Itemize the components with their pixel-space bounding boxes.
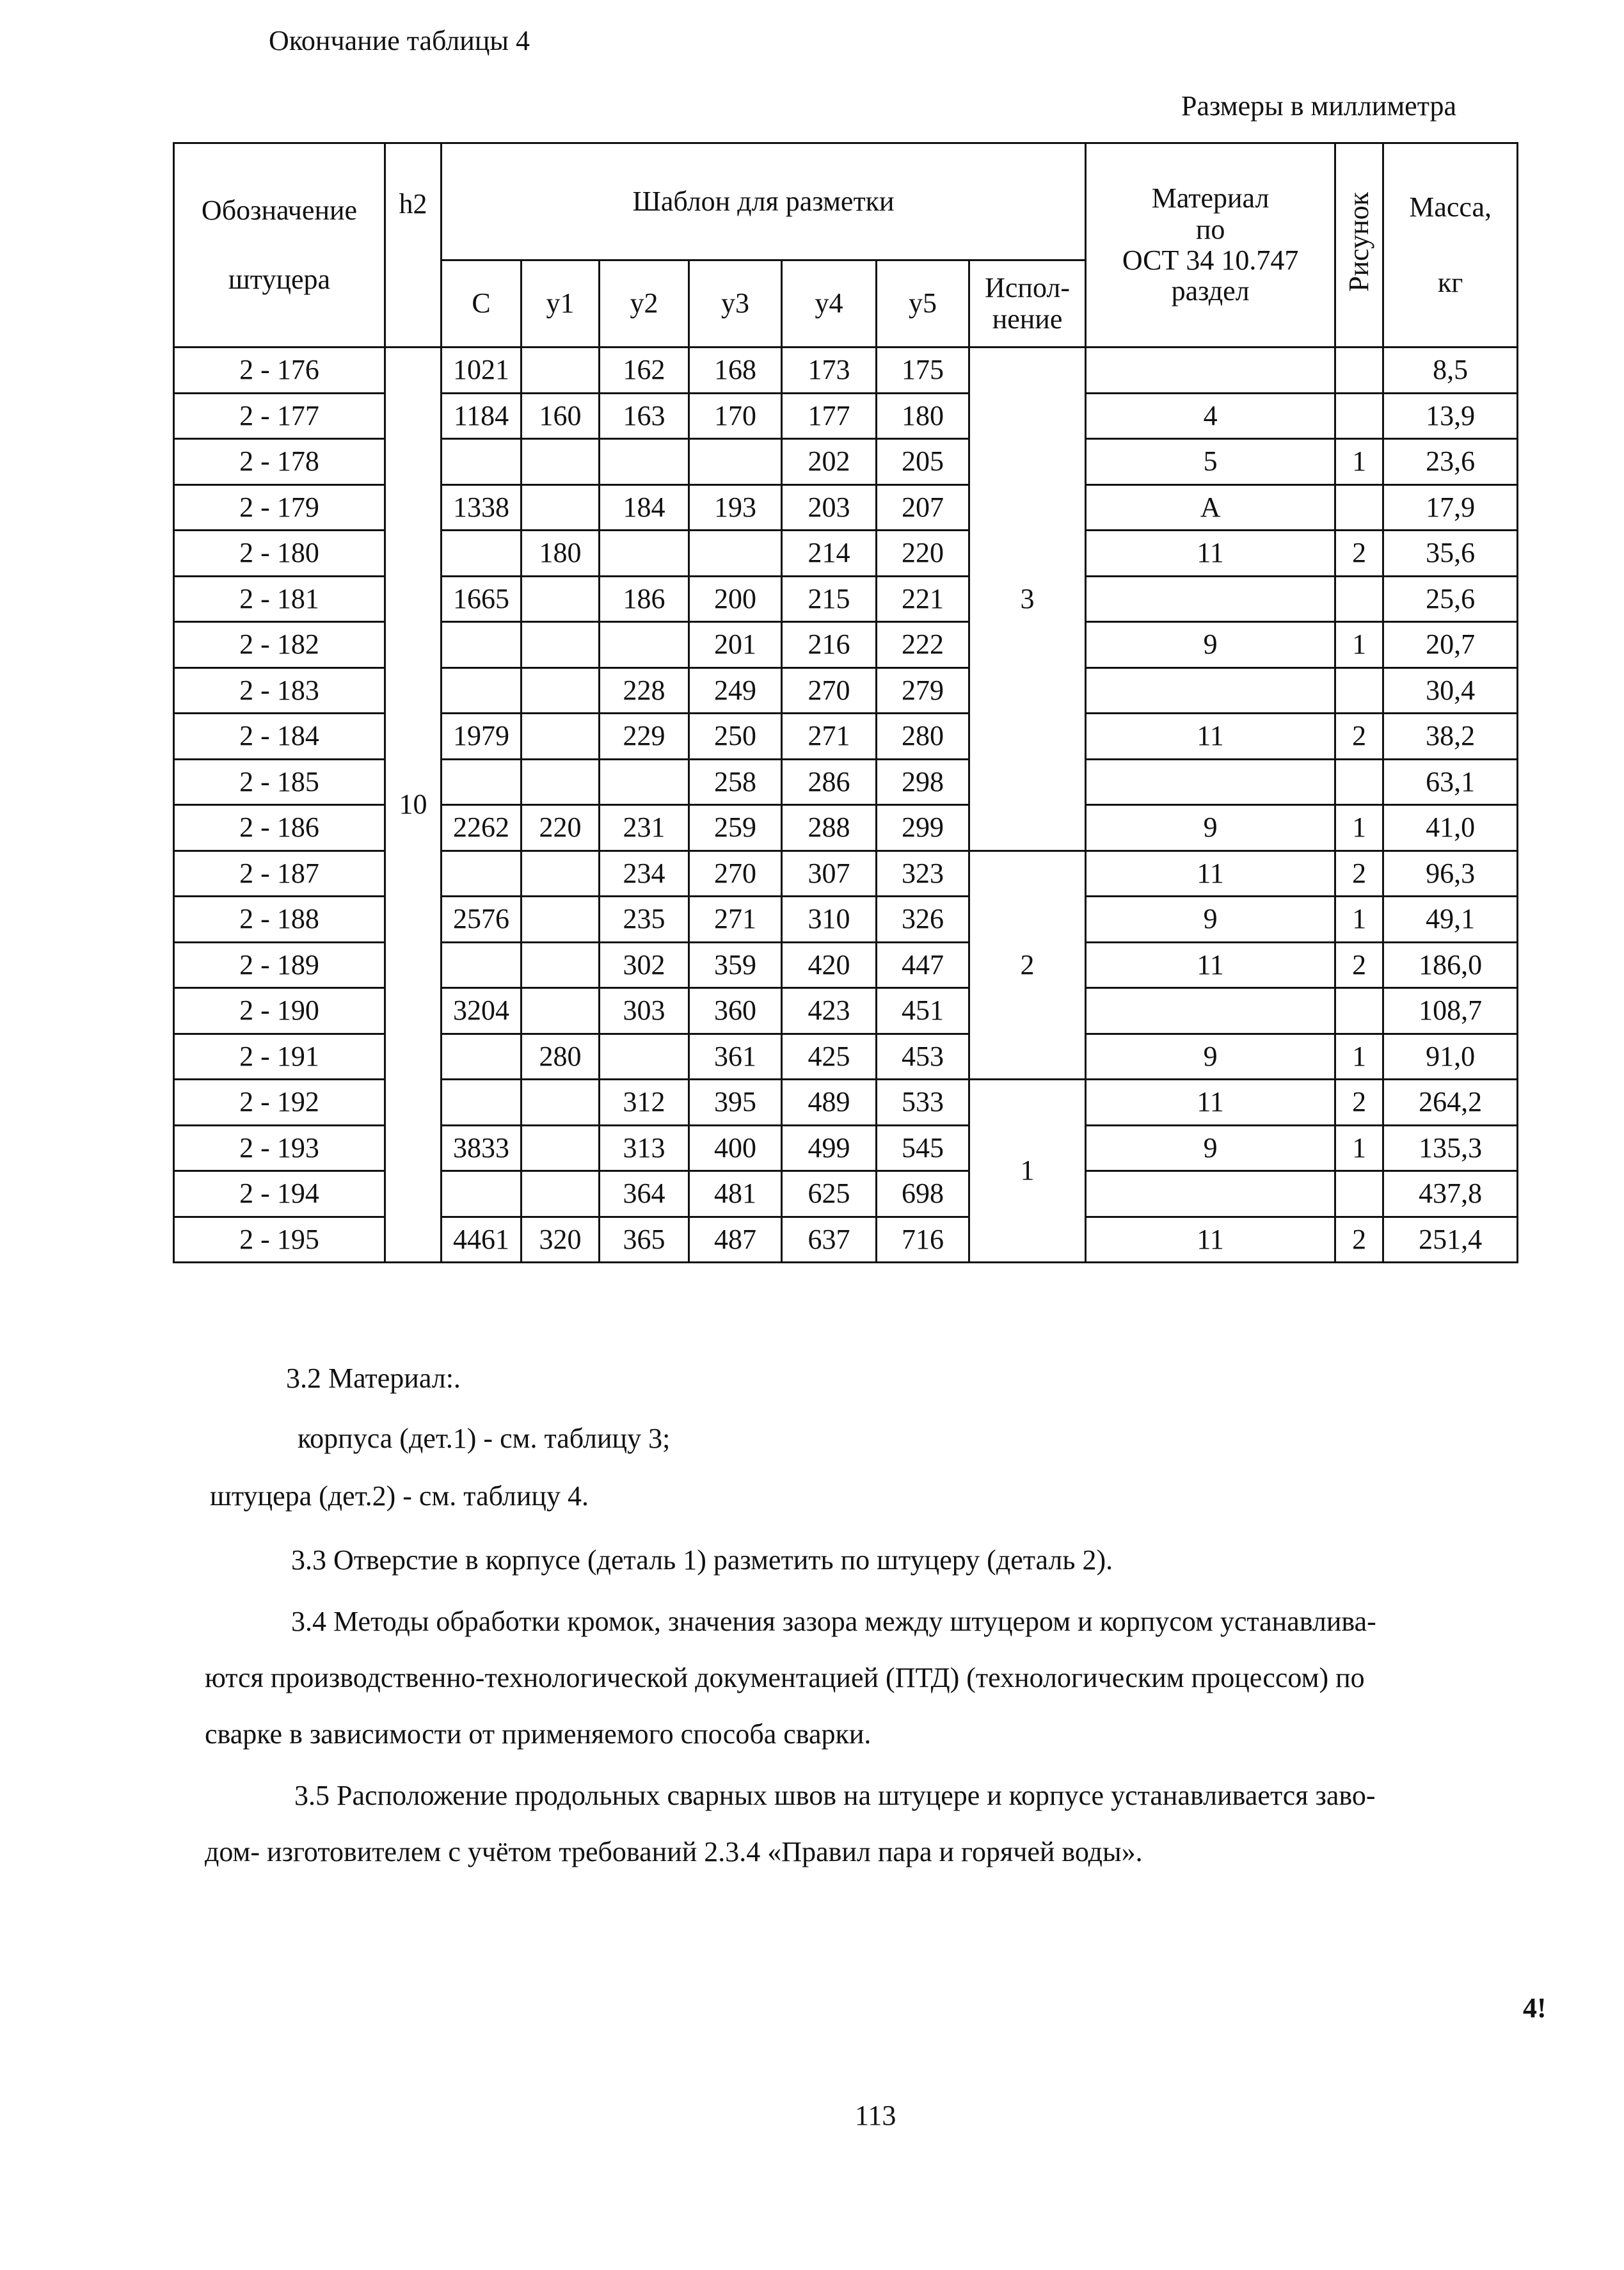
table-row [174, 393, 1518, 439]
cell-y3: 361 [689, 1034, 782, 1080]
cell-y3: 271 [689, 897, 782, 943]
cell-y4: 203 [782, 484, 877, 531]
cell-y4: 499 [782, 1125, 877, 1171]
table-row [174, 1080, 1518, 1126]
cell-designation: 2 - 176 [174, 348, 385, 394]
cell-y3: 259 [689, 805, 782, 851]
cell-y1 [521, 1125, 600, 1171]
cell-y5: 451 [877, 988, 969, 1034]
cell-mass: 63,1 [1383, 759, 1518, 805]
cell-y3: 250 [689, 714, 782, 760]
cell-designation: 2 - 186 [174, 805, 385, 851]
cell-y5: 716 [877, 1217, 969, 1263]
cell-y3: 487 [689, 1217, 782, 1263]
cell-material: 11 [1086, 942, 1335, 988]
table-row [174, 439, 1518, 485]
table-row [174, 714, 1518, 760]
cell-y2: 235 [600, 897, 689, 943]
cell-y1 [521, 988, 600, 1034]
cell-c: 4461 [442, 1217, 521, 1263]
cell-figure: 1 [1335, 622, 1383, 668]
cell-y3: 400 [689, 1125, 782, 1171]
header-y1: y1 [521, 260, 600, 348]
cell-c [442, 1080, 521, 1126]
cell-y1 [521, 439, 600, 485]
cell-y4: 215 [782, 576, 877, 622]
cell-material [1086, 348, 1335, 394]
header-execution-line2: нение [992, 303, 1063, 335]
cell-y5: 299 [877, 805, 969, 851]
cell-execution: 2 [969, 851, 1086, 1080]
cell-y2 [600, 622, 689, 668]
cell-c: 1665 [442, 576, 521, 622]
cell-y4: 173 [782, 348, 877, 394]
cell-figure: 1 [1335, 1034, 1383, 1080]
cell-figure [1335, 576, 1383, 622]
cell-c: 3204 [442, 988, 521, 1034]
para-3-2-body: корпуса (дет.1) - см. таблицу 3; [298, 1423, 671, 1454]
cell-figure [1335, 1171, 1383, 1217]
header-material-line3: ОСТ 34 10.747 [1122, 244, 1299, 276]
cell-y1 [521, 942, 600, 988]
cell-c [442, 667, 521, 714]
para-3-2: 3.2 Материал:. [286, 1363, 461, 1394]
header-material [1086, 143, 1335, 348]
cell-y2 [600, 759, 689, 805]
cell-figure [1335, 348, 1383, 394]
header-designation-line2: штуцера [228, 264, 331, 295]
cell-y1: 320 [521, 1217, 600, 1263]
cell-y2: 364 [600, 1171, 689, 1217]
cell-designation: 2 - 183 [174, 667, 385, 714]
para-3-3: 3.3 Отверстие в корпусе (деталь 1) разметить по штуцеру (деталь 2). [291, 1544, 1113, 1576]
table-row [174, 1171, 1518, 1217]
cell-y4: 423 [782, 988, 877, 1034]
cell-y3: 249 [689, 667, 782, 714]
cell-y5: 280 [877, 714, 969, 760]
cell-y4: 310 [782, 897, 877, 943]
cell-c [442, 1034, 521, 1080]
cell-y5: 453 [877, 1034, 969, 1080]
cell-material: 9 [1086, 622, 1335, 668]
cell-y2 [600, 1034, 689, 1080]
cell-y4: 420 [782, 942, 877, 988]
header-material-line2: по [1195, 213, 1225, 245]
cell-material: 11 [1086, 1080, 1335, 1126]
cell-y4: 177 [782, 393, 877, 439]
cell-mass: 38,2 [1383, 714, 1518, 760]
table-row [174, 622, 1518, 668]
cell-figure: 2 [1335, 714, 1383, 760]
header-h2-label: h2 [399, 188, 427, 220]
cell-mass: 35,6 [1383, 531, 1518, 577]
cell-y1 [521, 1080, 600, 1126]
table-row [174, 531, 1518, 577]
cell-designation: 2 - 182 [174, 622, 385, 668]
cell-c: 2262 [442, 805, 521, 851]
cell-designation: 2 - 184 [174, 714, 385, 760]
para-3-4-line3: сварке в зависимости от применяемого способа сварки. [205, 1718, 872, 1750]
cell-y3: 360 [689, 988, 782, 1034]
table-row [174, 759, 1518, 805]
cell-y2: 313 [600, 1125, 689, 1171]
cell-mass: 96,3 [1383, 851, 1518, 897]
table-row [174, 484, 1518, 531]
cell-designation: 2 - 179 [174, 484, 385, 531]
header-designation-line1: Обозначение [201, 194, 358, 226]
header-material-line1: Материал [1151, 182, 1270, 214]
header-y5: y5 [877, 260, 969, 348]
cell-y5: 220 [877, 531, 969, 577]
cell-material [1086, 988, 1335, 1034]
cell-y1 [521, 484, 600, 531]
cell-y4: 214 [782, 531, 877, 577]
cell-y1: 180 [521, 531, 600, 577]
cell-material [1086, 576, 1335, 622]
cell-y3: 168 [689, 348, 782, 394]
cell-material: 4 [1086, 393, 1335, 439]
cell-material [1086, 1171, 1335, 1217]
cell-y5: 221 [877, 576, 969, 622]
cell-mass: 264,2 [1383, 1080, 1518, 1126]
para-3-5-line2: дом- изготовителем с учётом требований 2.3.4 «Правил пара и горячей воды». [205, 1836, 1143, 1867]
cell-y2: 162 [600, 348, 689, 394]
para-3-4-line2: ются производственно-технологической документацией (ПТД) (технологическим процессом) по [205, 1662, 1365, 1693]
cell-figure: 1 [1335, 1125, 1383, 1171]
table-row [174, 1034, 1518, 1080]
cell-y5: 326 [877, 897, 969, 943]
cell-designation: 2 - 177 [174, 393, 385, 439]
cell-mass: 186,0 [1383, 942, 1518, 988]
cell-y1 [521, 759, 600, 805]
cell-figure: 2 [1335, 851, 1383, 897]
cell-y5: 180 [877, 393, 969, 439]
cell-mass: 135,3 [1383, 1125, 1518, 1171]
cell-mass: 49,1 [1383, 897, 1518, 943]
cell-c: 3833 [442, 1125, 521, 1171]
cell-c [442, 531, 521, 577]
cell-figure: 1 [1335, 805, 1383, 851]
cell-y1: 160 [521, 393, 600, 439]
cell-material [1086, 759, 1335, 805]
cell-y4: 425 [782, 1034, 877, 1080]
header-y3: y3 [689, 260, 782, 348]
cell-c [442, 851, 521, 897]
cell-figure [1335, 759, 1383, 805]
cell-material: 5 [1086, 439, 1335, 485]
cell-y4: 271 [782, 714, 877, 760]
corner-mark: 4! [1523, 1992, 1547, 2024]
cell-designation: 2 - 180 [174, 531, 385, 577]
cell-execution: 1 [969, 1080, 1086, 1263]
cell-figure: 1 [1335, 439, 1383, 485]
cell-c: 1979 [442, 714, 521, 760]
cell-material [1086, 667, 1335, 714]
cell-y4: 216 [782, 622, 877, 668]
cell-y2: 229 [600, 714, 689, 760]
header-mass-line1: Масса, [1409, 191, 1492, 223]
cell-y4: 202 [782, 439, 877, 485]
cell-designation: 2 - 193 [174, 1125, 385, 1171]
cell-y2: 231 [600, 805, 689, 851]
cell-figure [1335, 484, 1383, 531]
cell-figure: 2 [1335, 942, 1383, 988]
cell-c [442, 1171, 521, 1217]
table-row [174, 897, 1518, 943]
cell-c: 1021 [442, 348, 521, 394]
cell-figure [1335, 667, 1383, 714]
cell-y1 [521, 851, 600, 897]
cell-y1 [521, 622, 600, 668]
cell-y5: 533 [877, 1080, 969, 1126]
cell-c [442, 439, 521, 485]
cell-c [442, 622, 521, 668]
cell-figure [1335, 988, 1383, 1034]
header-designation [174, 143, 385, 348]
cell-figure: 1 [1335, 897, 1383, 943]
cell-mass: 108,7 [1383, 988, 1518, 1034]
cell-mass: 13,9 [1383, 393, 1518, 439]
header-template: Шаблон для разметки [442, 143, 1086, 260]
cell-y4: 270 [782, 667, 877, 714]
cell-material: 9 [1086, 805, 1335, 851]
header-execution [969, 260, 1086, 348]
cell-designation: 2 - 191 [174, 1034, 385, 1080]
cell-figure: 2 [1335, 531, 1383, 577]
para-3-5-line1: 3.5 Расположение продольных сварных швов на штуцере и корпусе устанавливается заво- [294, 1780, 1376, 1811]
header-figure [1335, 143, 1383, 348]
cell-y1 [521, 1171, 600, 1217]
cell-y2 [600, 531, 689, 577]
cell-mass: 20,7 [1383, 622, 1518, 668]
cell-y2 [600, 439, 689, 485]
para-3-2-fitting: штуцера (дет.2) - см. таблицу 4. [210, 1480, 589, 1512]
cell-y3: 258 [689, 759, 782, 805]
cell-mass: 91,0 [1383, 1034, 1518, 1080]
cell-designation: 2 - 185 [174, 759, 385, 805]
cell-designation: 2 - 187 [174, 851, 385, 897]
header-h2 [385, 143, 442, 348]
table-body [174, 348, 1518, 1263]
header-y4: y4 [782, 260, 877, 348]
cell-designation: 2 - 181 [174, 576, 385, 622]
cell-y2: 184 [600, 484, 689, 531]
cell-designation: 2 - 189 [174, 942, 385, 988]
cell-mass: 30,4 [1383, 667, 1518, 714]
cell-y4: 637 [782, 1217, 877, 1263]
cell-y4: 489 [782, 1080, 877, 1126]
cell-y5: 545 [877, 1125, 969, 1171]
fittings-table [173, 142, 1518, 1263]
cell-y5: 279 [877, 667, 969, 714]
cell-y4: 286 [782, 759, 877, 805]
cell-y5: 222 [877, 622, 969, 668]
cell-y5: 298 [877, 759, 969, 805]
cell-y5: 698 [877, 1171, 969, 1217]
cell-y3: 270 [689, 851, 782, 897]
cell-material: 9 [1086, 1125, 1335, 1171]
header-mass-line2: кг [1437, 267, 1463, 298]
header-mass [1383, 143, 1518, 348]
table-continuation-title: Окончание таблицы 4 [269, 25, 530, 56]
cell-designation: 2 - 188 [174, 897, 385, 943]
header-c: С [442, 260, 521, 348]
cell-designation: 2 - 192 [174, 1080, 385, 1126]
cell-mass: 41,0 [1383, 805, 1518, 851]
table-row [174, 942, 1518, 988]
cell-y2: 365 [600, 1217, 689, 1263]
table-row [174, 805, 1518, 851]
cell-c: 1184 [442, 393, 521, 439]
header-y2: y2 [600, 260, 689, 348]
cell-y3 [689, 531, 782, 577]
table-row [174, 348, 1518, 394]
cell-mass: 437,8 [1383, 1171, 1518, 1217]
cell-y1 [521, 897, 600, 943]
cell-y4: 288 [782, 805, 877, 851]
page-number: 113 [855, 2100, 896, 2131]
cell-y5: 207 [877, 484, 969, 531]
cell-c: 1338 [442, 484, 521, 531]
table-row [174, 1217, 1518, 1263]
cell-designation: 2 - 194 [174, 1171, 385, 1217]
table-row [174, 1125, 1518, 1171]
cell-figure [1335, 393, 1383, 439]
cell-y5: 175 [877, 348, 969, 394]
cell-y5: 323 [877, 851, 969, 897]
table-row [174, 851, 1518, 897]
cell-designation: 2 - 195 [174, 1217, 385, 1263]
cell-y2: 234 [600, 851, 689, 897]
cell-material: 11 [1086, 714, 1335, 760]
cell-c [442, 942, 521, 988]
cell-execution: 3 [969, 348, 1086, 851]
cell-y3: 200 [689, 576, 782, 622]
cell-material: 11 [1086, 851, 1335, 897]
cell-figure: 2 [1335, 1080, 1383, 1126]
cell-y2: 303 [600, 988, 689, 1034]
cell-figure: 2 [1335, 1217, 1383, 1263]
cell-mass: 25,6 [1383, 576, 1518, 622]
cell-y2: 312 [600, 1080, 689, 1126]
cell-y3: 193 [689, 484, 782, 531]
cell-mass: 23,6 [1383, 439, 1518, 485]
cell-y1 [521, 714, 600, 760]
cell-mass: 8,5 [1383, 348, 1518, 394]
cell-y3: 170 [689, 393, 782, 439]
cell-y1: 280 [521, 1034, 600, 1080]
cell-y3 [689, 439, 782, 485]
cell-designation: 2 - 190 [174, 988, 385, 1034]
cell-material: 11 [1086, 1217, 1335, 1263]
cell-material: 11 [1086, 531, 1335, 577]
cell-material: 9 [1086, 1034, 1335, 1080]
cell-designation: 2 - 178 [174, 439, 385, 485]
cell-y3: 481 [689, 1171, 782, 1217]
cell-y5: 447 [877, 942, 969, 988]
table-row [174, 576, 1518, 622]
header-figure-label: Рисунок [1342, 191, 1374, 292]
cell-y2: 186 [600, 576, 689, 622]
header-material-line4: раздел [1171, 275, 1250, 307]
para-3-4-line1: 3.4 Методы обработки кромок, значения зазора между штуцером и корпусом устанавлива- [291, 1606, 1376, 1637]
cell-y4: 625 [782, 1171, 877, 1217]
cell-mass: 17,9 [1383, 484, 1518, 531]
cell-y5: 205 [877, 439, 969, 485]
table-row [174, 988, 1518, 1034]
cell-c: 2576 [442, 897, 521, 943]
cell-y2: 302 [600, 942, 689, 988]
cell-y1 [521, 667, 600, 714]
cell-y1 [521, 348, 600, 394]
cell-y1: 220 [521, 805, 600, 851]
header-execution-line1: Испол- [985, 272, 1070, 304]
cell-material: 9 [1086, 897, 1335, 943]
cell-y2: 228 [600, 667, 689, 714]
cell-y2: 163 [600, 393, 689, 439]
cell-y3: 395 [689, 1080, 782, 1126]
cell-y3: 201 [689, 622, 782, 668]
cell-y1 [521, 576, 600, 622]
cell-y4: 307 [782, 851, 877, 897]
cell-c [442, 759, 521, 805]
cell-h2: 10 [385, 348, 442, 1263]
cell-mass: 251,4 [1383, 1217, 1518, 1263]
cell-y3: 359 [689, 942, 782, 988]
cell-material: А [1086, 484, 1335, 531]
units-note: Размеры в миллиметра [1181, 90, 1456, 122]
table-row [174, 667, 1518, 714]
